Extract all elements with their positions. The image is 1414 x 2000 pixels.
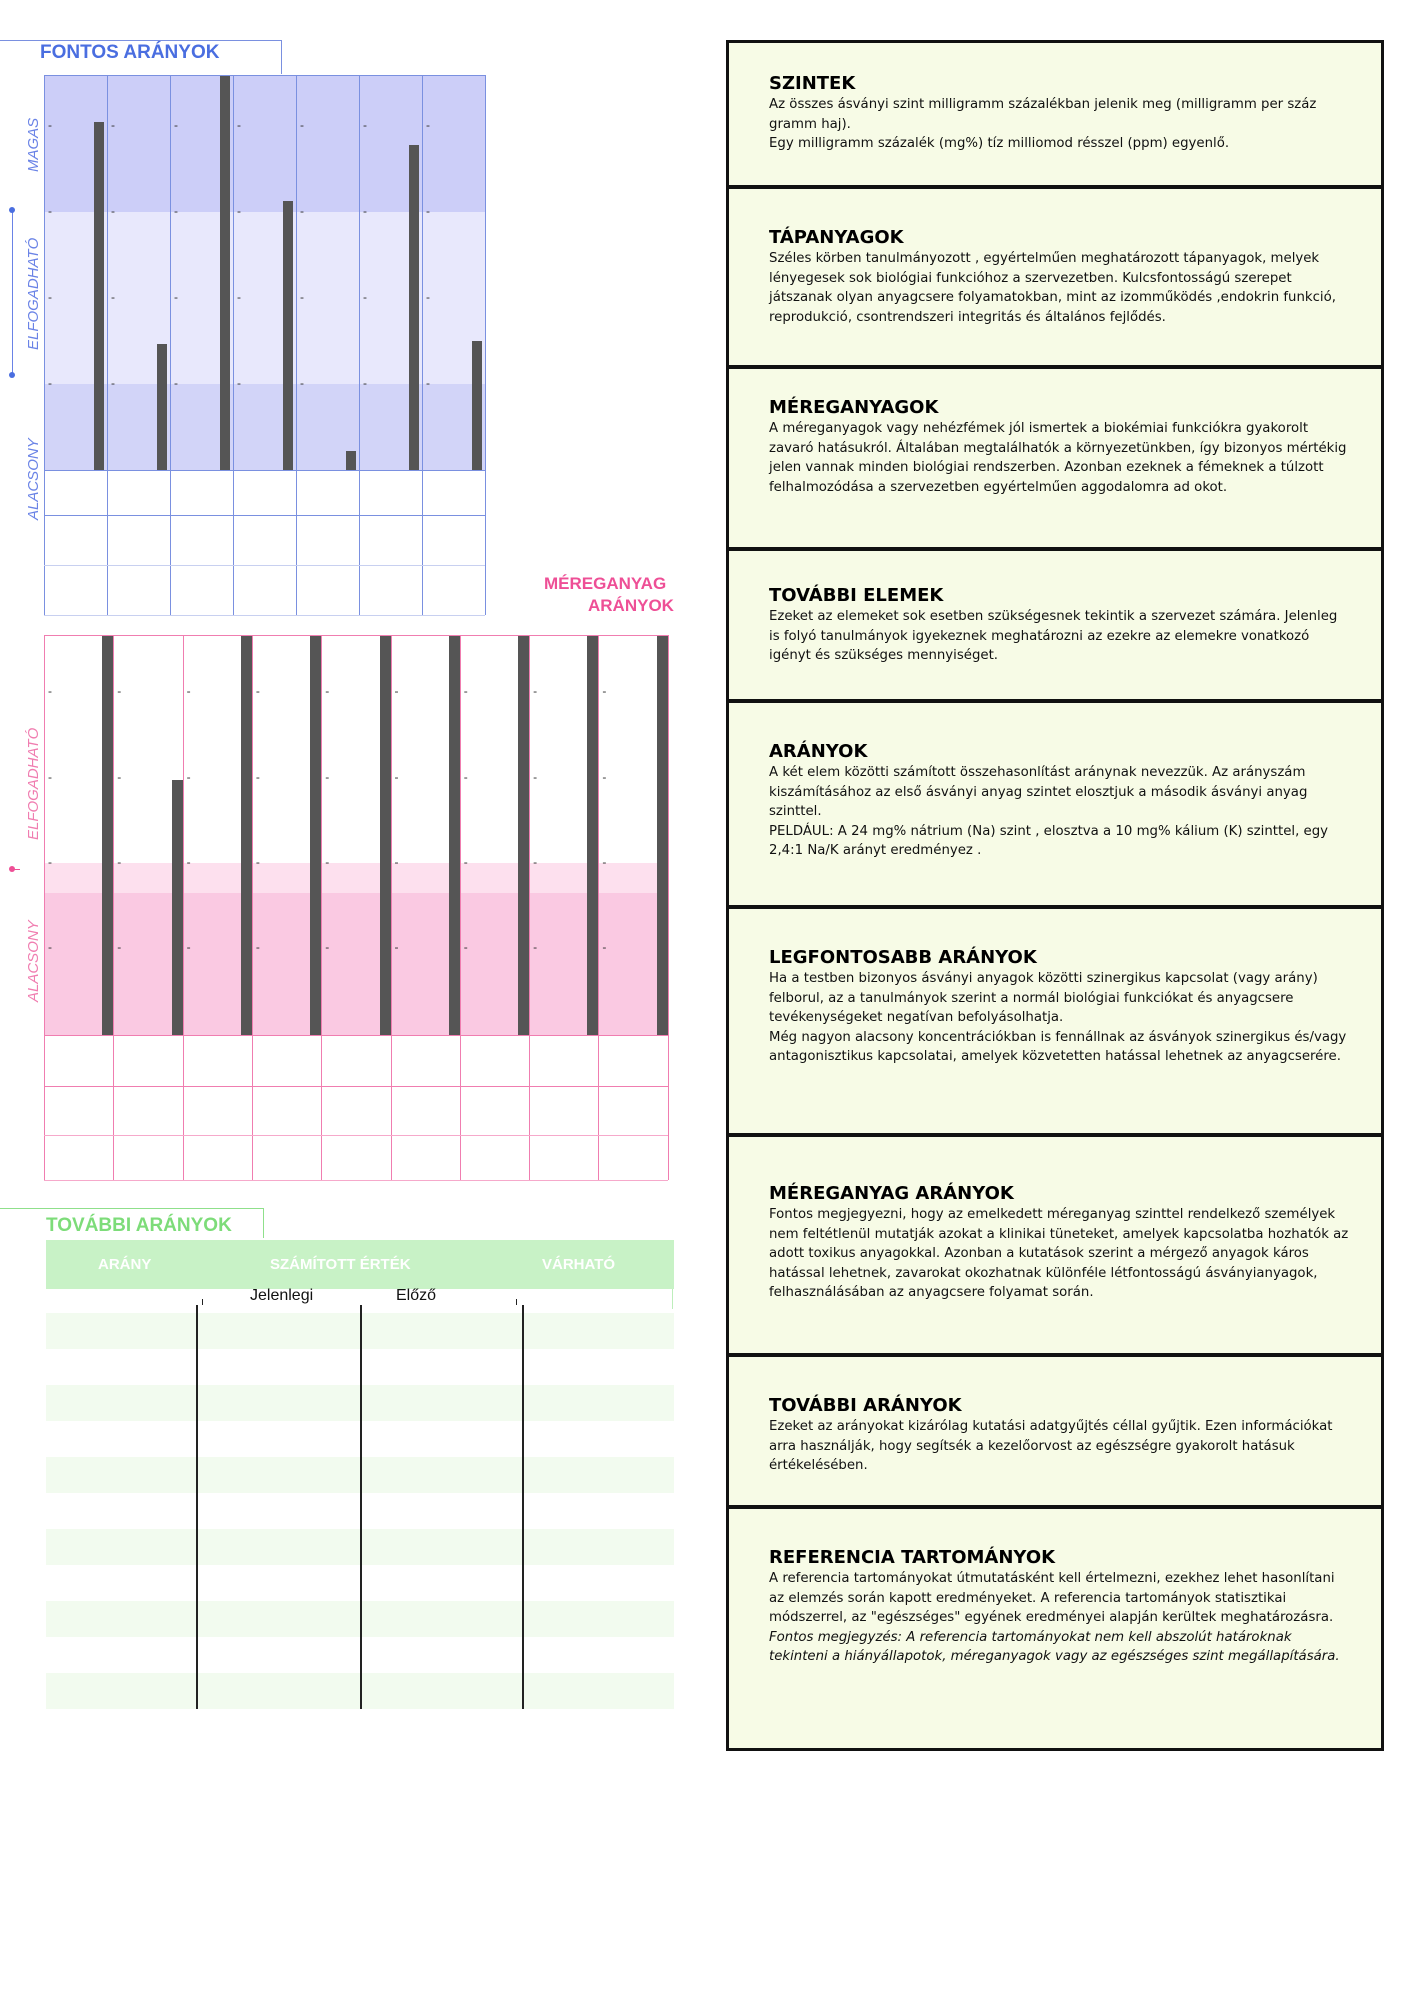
toxic-ratios-title-line1: MÉREGANYAG bbox=[544, 574, 667, 593]
info-box-méreganyagok bbox=[726, 366, 1384, 550]
tick-label bbox=[117, 770, 122, 784]
tick-label bbox=[117, 940, 122, 954]
bar-zn-cu bbox=[283, 201, 293, 470]
tick-label bbox=[395, 940, 400, 954]
table-left-tick bbox=[202, 1299, 203, 1305]
column-divider bbox=[183, 635, 184, 1180]
subheader-previous: Előző bbox=[396, 1287, 437, 1304]
column-divider bbox=[44, 75, 45, 615]
tick-label bbox=[300, 204, 305, 218]
column-divider bbox=[460, 635, 461, 1180]
tick-label bbox=[187, 940, 192, 954]
tick-label bbox=[237, 290, 242, 304]
info-paragraph: A két elem közötti számított összehasonlítást aránynak nevezzük. Az arányszám kiszámításához az első ásványi anyag szintet elosztjuk a második ásványi anyag szinttel. bbox=[769, 765, 1308, 819]
tick-label bbox=[174, 118, 179, 132]
grid-line-0 bbox=[44, 635, 668, 636]
tick-label bbox=[363, 376, 368, 390]
header-expected: VÁRHATÓ bbox=[542, 1256, 616, 1273]
column-divider bbox=[598, 635, 599, 1180]
info-box-text bbox=[769, 763, 1351, 861]
tick-label bbox=[48, 376, 53, 390]
info-box-text bbox=[769, 95, 1351, 154]
tick-label bbox=[602, 770, 607, 784]
bar-s-hg bbox=[518, 635, 529, 1035]
tick-label bbox=[187, 770, 192, 784]
column-divider bbox=[170, 75, 171, 615]
bar-ca-pb bbox=[102, 635, 113, 1035]
info-box-tápanyagok bbox=[726, 186, 1384, 368]
bar-zn-cd bbox=[380, 635, 391, 1035]
bar-na-k bbox=[157, 344, 167, 470]
column-divider bbox=[529, 635, 530, 1180]
tick-label bbox=[48, 684, 53, 698]
tick-label bbox=[174, 290, 179, 304]
tick-label bbox=[117, 855, 122, 869]
tick-label bbox=[602, 940, 607, 954]
tick-label bbox=[111, 376, 116, 390]
bar-fe-pb bbox=[172, 780, 183, 1035]
toxic-axis-label-low: ALACSONY bbox=[25, 920, 42, 1002]
header-ratio: ARÁNY bbox=[98, 1256, 152, 1273]
info-box-text bbox=[769, 419, 1351, 497]
zone-band-1 bbox=[44, 893, 668, 1035]
tick-label bbox=[256, 770, 261, 784]
table-mid-tick bbox=[516, 1299, 517, 1305]
tick-label bbox=[325, 940, 330, 954]
info-paragraph: Ha a testben bizonyos ásványi anyagok közötti szinergikus kapcsolat (vagy arány) felborul, az a tanulmányok szerint a normál biológiai funkciókat és anyagcsere tevékenységeket negatívan befolyásolhatja. bbox=[769, 971, 1318, 1025]
tick-label bbox=[111, 204, 116, 218]
tick-label bbox=[174, 376, 179, 390]
tick-label bbox=[325, 855, 330, 869]
important-ratios-title: FONTOS ARÁNYOK bbox=[40, 42, 220, 63]
info-paragraph: Fontos megjegyezni, hogy az emelkedett méreganyag szinttel rendelkező személyek nem feltétlenül mutatják azokat a klinikai tüneteket, amelyek kapcsolatba hozhatók az adott toxikus anyagokkal. Azonban a kutatások szerint a mérgező anyagok káros hatással lehetnek, zavarokat okozhatnak különféle létfontosságú ásványianyagok, felhasználásában az anyagcsere folyamat során. bbox=[769, 1207, 1349, 1300]
toxic-axis-marker-tick bbox=[12, 869, 20, 870]
tick-label bbox=[187, 684, 192, 698]
tick-label bbox=[395, 684, 400, 698]
info-box-további-elemek bbox=[726, 548, 1384, 702]
more-title-line-right bbox=[263, 1208, 264, 1238]
info-paragraph: Ezeket az arányokat kizárólag kutatási adatgyűjtés céllal gyűjtik. Ezen információkat arra használják, hogy segítsék a kezelőorvost az egészségre gyakorolt hatásuk értékelésében. bbox=[769, 1419, 1333, 1473]
axis-marker-line bbox=[12, 210, 13, 375]
tick-label bbox=[325, 770, 330, 784]
bar-ca-mg bbox=[409, 145, 419, 470]
more-ratios-table bbox=[46, 1313, 674, 1709]
tick-label bbox=[117, 684, 122, 698]
important-title-bracket bbox=[281, 40, 282, 74]
more-title-line-left bbox=[0, 1208, 263, 1209]
info-paragraph: A referencia tartományokat útmutatásként kell értelmezni, ezekhez lehet hasonlítani az elemzés során kapott eredményeket. A referencia tartományok statisztikai módszerrel, az "egészséges" egyének eredményei alapján kerültek meghatározásra. bbox=[769, 1571, 1335, 1625]
info-box-text bbox=[769, 1417, 1351, 1476]
tick-label bbox=[602, 855, 607, 869]
tick-label bbox=[237, 118, 242, 132]
important-ratios-chart bbox=[44, 75, 489, 615]
bar-se-hg bbox=[310, 635, 321, 1035]
toxic-ratios-title-line2: ARÁNYOK bbox=[588, 596, 674, 615]
tick-label bbox=[237, 376, 242, 390]
bar-s-cd bbox=[587, 635, 598, 1035]
grid-line-3 bbox=[44, 565, 485, 566]
table-column-divider-1 bbox=[360, 1305, 362, 1709]
tick-label bbox=[533, 940, 538, 954]
tick-label bbox=[48, 940, 53, 954]
toxic-axis-label-acceptable: ELFOGADHATÓ bbox=[25, 727, 42, 840]
bar-fe-hg bbox=[241, 635, 252, 1035]
tick-label bbox=[363, 118, 368, 132]
column-divider bbox=[233, 75, 234, 615]
info-box-text bbox=[769, 1569, 1351, 1667]
tick-label bbox=[602, 684, 607, 698]
column-divider bbox=[113, 635, 114, 1180]
bar-zn-hg bbox=[449, 635, 460, 1035]
bar-fe-cu bbox=[472, 341, 482, 470]
tick-label bbox=[464, 940, 469, 954]
grid-line-1 bbox=[44, 470, 485, 471]
grid-line-0 bbox=[44, 75, 485, 76]
tick-label bbox=[48, 290, 53, 304]
bar-ca-p bbox=[94, 122, 104, 470]
bar-ca-k bbox=[220, 75, 230, 470]
tick-label bbox=[325, 684, 330, 698]
grid-line-1 bbox=[44, 1035, 668, 1036]
table-column-divider-2 bbox=[522, 1305, 524, 1709]
tick-label bbox=[395, 855, 400, 869]
info-box-title: TOVÁBBI ARÁNYOK bbox=[769, 1395, 962, 1416]
info-paragraph: PELDÁUL: A 24 mg% nátrium (Na) szint , elosztva a 10 mg% kálium (K) szinttel, egy 2,4:1 Na/K arányt eredményez . bbox=[769, 823, 1329, 858]
info-box-text bbox=[769, 249, 1351, 327]
tick-label bbox=[363, 290, 368, 304]
info-box-text bbox=[769, 969, 1351, 1067]
tick-label bbox=[395, 770, 400, 784]
column-divider bbox=[422, 75, 423, 615]
tick-label bbox=[426, 204, 431, 218]
tick-label bbox=[533, 684, 538, 698]
info-paragraph: Egy milligramm százalék (mg%) tíz milliomod résszel (ppm) egyenlő. bbox=[769, 136, 1230, 151]
info-box-arányok bbox=[726, 700, 1384, 908]
info-italic-note: Fontos megjegyzés: A referencia tartományokat nem kell abszolút határoknak tekinteni a hiányállapotok, méreganyagok vagy az egészséges szint megállapítására. bbox=[769, 1629, 1340, 1664]
info-box-legfontosabb-arányok bbox=[726, 906, 1384, 1136]
info-box-referencia-tartományok bbox=[726, 1506, 1384, 1751]
column-divider bbox=[252, 635, 253, 1180]
axis-label-acceptable: ELFOGADHATÓ bbox=[25, 237, 42, 350]
info-box-title: TÁPANYAGOK bbox=[769, 227, 904, 248]
info-box-további-arányok bbox=[726, 1354, 1384, 1508]
column-divider bbox=[359, 75, 360, 615]
column-divider bbox=[296, 75, 297, 615]
axis-label-low: ALACSONY bbox=[25, 438, 42, 520]
zone-band-0 bbox=[44, 863, 668, 893]
info-box-title: MÉREGANYAG ARÁNYOK bbox=[769, 1183, 1014, 1204]
bar-na-mg bbox=[346, 451, 356, 470]
table-right-border bbox=[672, 1289, 673, 1309]
info-box-szintek bbox=[726, 40, 1384, 188]
tick-label bbox=[300, 376, 305, 390]
tick-label bbox=[48, 770, 53, 784]
grid-line-2 bbox=[44, 1086, 668, 1087]
chart-right-border bbox=[668, 635, 669, 1180]
tick-label bbox=[426, 118, 431, 132]
info-box-title: LEGFONTOSABB ARÁNYOK bbox=[769, 947, 1037, 968]
header-calculated: SZÁMÍTOTT ÉRTÉK bbox=[270, 1256, 411, 1273]
axis-marker-dot-top bbox=[9, 207, 15, 213]
info-box-title: MÉREGANYAGOK bbox=[769, 397, 939, 418]
chart-right-border bbox=[485, 75, 486, 615]
info-paragraph: Az összes ásványi szint milligramm százalékban jelenik meg (milligramm per száz gramm haj). bbox=[769, 97, 1317, 132]
info-paragraph: Még nagyon alacsony koncentrációkban is fennállnak az ásványok szinergikus és/vagy antagonisztikus kapcsolatai, amelyek közvetetten hatással lehetnek az anyagcserére. bbox=[769, 1029, 1347, 1064]
tick-label bbox=[111, 118, 116, 132]
tick-label bbox=[426, 290, 431, 304]
column-divider bbox=[44, 635, 45, 1180]
more-ratios-title: TOVÁBBI ARÁNYOK bbox=[46, 1215, 232, 1236]
toxic-ratios-chart bbox=[44, 635, 670, 1180]
column-divider bbox=[107, 75, 108, 615]
grid-line-4 bbox=[44, 1180, 668, 1181]
info-box-title: ARÁNYOK bbox=[769, 741, 868, 762]
tick-label bbox=[48, 118, 53, 132]
tick-label bbox=[174, 204, 179, 218]
tick-label bbox=[48, 855, 53, 869]
tick-label bbox=[256, 940, 261, 954]
info-box-title: TOVÁBBI ELEMEK bbox=[769, 585, 944, 606]
axis-marker-dot-bottom bbox=[9, 372, 15, 378]
tick-label bbox=[533, 770, 538, 784]
grid-line-4 bbox=[44, 615, 485, 616]
tick-label bbox=[187, 855, 192, 869]
tick-label bbox=[426, 376, 431, 390]
tick-label bbox=[256, 855, 261, 869]
tick-label bbox=[256, 684, 261, 698]
tick-label bbox=[464, 770, 469, 784]
tick-label bbox=[48, 204, 53, 218]
axis-label-high: MAGAS bbox=[25, 117, 42, 172]
grid-line-3 bbox=[44, 1135, 668, 1136]
tick-label bbox=[464, 684, 469, 698]
info-box-title: SZINTEK bbox=[769, 73, 856, 94]
info-paragraph: Ezeket az elemeket sok esetben szükségesnek tekintik a szervezet számára. Jelenleg is folyó tanulmányok igyekeznek meghatározni az ezekre az elemekre vonatkozó igényt és szükséges mennyiséget. bbox=[769, 609, 1338, 663]
info-box-text bbox=[769, 607, 1351, 666]
subheader-current: Jelenlegi bbox=[250, 1287, 314, 1304]
tick-label bbox=[300, 290, 305, 304]
column-divider bbox=[391, 635, 392, 1180]
tick-label bbox=[363, 204, 368, 218]
info-box-méreganyag-arányok bbox=[726, 1134, 1384, 1356]
tick-label bbox=[111, 290, 116, 304]
info-paragraph: A méreganyagok vagy nehézfémek jól ismertek a biokémiai funkciókra gyakorolt zavaró hatásukról. Általában megtalálhatók a környezetünkben, így bizonyos mértékig jelen vannak minden biológiai rendszerben. Azonban ezeknek a fémeknek a túlzott felhalmozódása a szervezetben egyértelműen aggodalomra ad okot. bbox=[769, 421, 1347, 495]
bar-s-pb bbox=[657, 635, 668, 1035]
tick-label bbox=[464, 855, 469, 869]
tick-label bbox=[237, 204, 242, 218]
more-ratios-header bbox=[46, 1240, 674, 1289]
important-title-underline bbox=[0, 40, 282, 41]
column-divider bbox=[321, 635, 322, 1180]
info-box-title: REFERENCIA TARTOMÁNYOK bbox=[769, 1547, 1056, 1568]
grid-line-2 bbox=[44, 515, 485, 516]
info-paragraph: Széles körben tanulmányozott , egyértelműen meghatározott tápanyagok, melyek lényegesek sok biológiai funkcióhoz a szervezetben. Kulcsfontosságú szerepet játszanak olyan anyagcsere folyamatokban, mint az izomműködés ,endokrin funkció, reprodukció, csontrendszeri integritás és általános fejlődés. bbox=[769, 251, 1336, 325]
table-column-divider-0 bbox=[196, 1305, 198, 1709]
tick-label bbox=[300, 118, 305, 132]
info-box-text bbox=[769, 1205, 1351, 1303]
tick-label bbox=[533, 855, 538, 869]
